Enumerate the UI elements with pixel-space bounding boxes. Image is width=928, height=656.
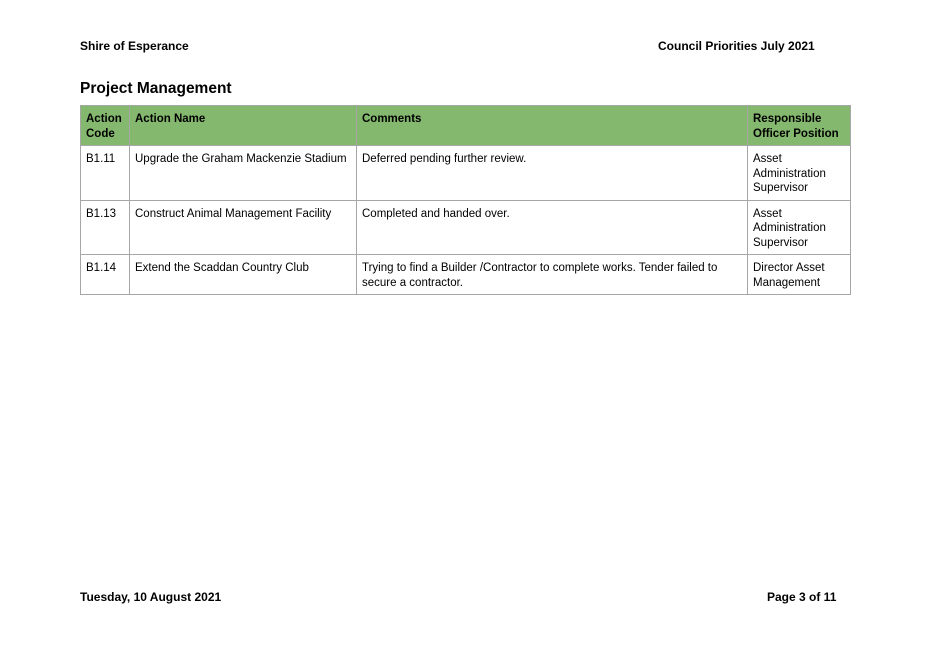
action-name-cell: Upgrade the Graham Mackenzie Stadium	[130, 146, 357, 201]
organisation-name: Shire of Esperance	[80, 39, 189, 53]
page-number: Page 3 of 11	[767, 590, 837, 604]
action-code-cell: B1.13	[81, 200, 130, 255]
comments-cell: Trying to find a Builder /Contractor to complete works. Tender failed to secure a contractor.	[357, 255, 748, 295]
column-header-action-name: Action Name	[130, 106, 357, 146]
action-name-cell: Extend the Scaddan Country Club	[130, 255, 357, 295]
section-title: Project Management	[80, 80, 232, 97]
officer-cell: Director Asset Management	[748, 255, 851, 295]
column-header-comments: Comments	[357, 106, 748, 146]
comments-cell: Completed and handed over.	[357, 200, 748, 255]
comments-cell: Deferred pending further review.	[357, 146, 748, 201]
table-header-row	[81, 106, 851, 146]
footer-date: Tuesday, 10 August 2021	[80, 590, 222, 604]
action-name-cell: Construct Animal Management Facility	[130, 200, 357, 255]
column-header-action-code: Action Code	[81, 106, 130, 146]
action-code-cell: B1.11	[81, 146, 130, 201]
officer-cell: Asset Administration Supervisor	[748, 146, 851, 201]
table-row	[81, 146, 851, 201]
table-row	[81, 200, 851, 255]
document-title: Council Priorities July 2021	[658, 39, 815, 53]
column-header-responsible-officer: Responsible Officer Position	[748, 106, 851, 146]
table-row	[81, 255, 851, 295]
officer-cell: Asset Administration Supervisor	[748, 200, 851, 255]
project-management-table	[80, 105, 851, 295]
action-code-cell: B1.14	[81, 255, 130, 295]
